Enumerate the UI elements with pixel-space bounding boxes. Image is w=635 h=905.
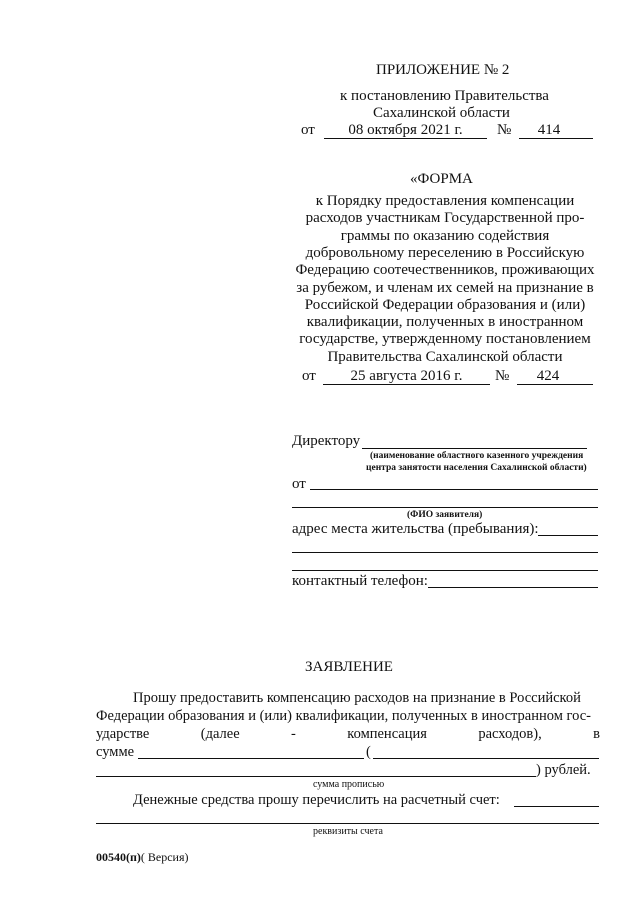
footer	[96, 850, 189, 864]
appendix-title: ПРИЛОЖЕНИЕ № 2	[376, 62, 510, 78]
director-label: Директору	[292, 433, 361, 449]
account-hint: реквизиты счета	[313, 826, 383, 837]
sum-hint: сумма прописью	[313, 779, 385, 790]
form-line: добровольному переселению в Российскую	[305, 244, 585, 261]
appendix-from-label: от	[301, 122, 315, 138]
account-field-line2[interactable]	[96, 823, 599, 824]
form-line: граммы по оказанию содействия	[340, 227, 550, 244]
appendix-ref-line1: к постановлению Правительства	[340, 88, 549, 104]
form-line: за рубежом, и членам их семей на признание в	[296, 279, 594, 296]
form-line: Правительства Сахалинской области	[327, 348, 563, 365]
sum-label: сумме	[96, 744, 135, 760]
form-line: Российской Федерации образования и (или)	[304, 296, 586, 313]
footer-code: 00540(п)	[96, 850, 141, 864]
address-field[interactable]	[538, 535, 598, 536]
line3-word: -	[291, 726, 296, 742]
line3-word: компенсация	[347, 726, 427, 742]
footer-version: ( Версия)	[140, 850, 189, 864]
appendix-date: 08 октября 2021 г.	[348, 122, 463, 138]
org-hint-line2: центра занятости населения Сахалинской области)	[366, 463, 587, 473]
account-field[interactable]	[514, 806, 599, 807]
address-label: адрес места жительства (пребывания):	[292, 521, 539, 537]
statement-para-line3	[96, 725, 600, 743]
director-field[interactable]	[362, 448, 587, 449]
form-number-label: №	[495, 368, 510, 384]
from-field[interactable]	[310, 489, 598, 490]
appendix-ref-line2: Сахалинской области	[373, 105, 510, 121]
line3-word: в	[593, 726, 600, 742]
form-line: квалификации, полученных в иностранном	[306, 314, 584, 331]
line3-word: (далее	[200, 726, 240, 742]
sum-words-field-line2[interactable]	[96, 776, 536, 777]
appendix-number-label: №	[497, 122, 512, 138]
sum-words-field[interactable]	[373, 758, 599, 759]
form-line: к Порядку предоставления компенсации	[315, 193, 575, 209]
address-field-line3[interactable]	[292, 570, 598, 571]
form-date: 25 августа 2016 г.	[350, 368, 463, 384]
fio-hint: (ФИО заявителя)	[407, 510, 483, 520]
phone-label: контактный телефон:	[292, 573, 428, 589]
rubles-label: ) рублей.	[536, 762, 591, 778]
sum-digits-field[interactable]	[138, 758, 364, 759]
form-from-label: от	[302, 368, 316, 384]
form-line: Федерацию соотечественников, проживающих	[295, 262, 595, 279]
form-line: государстве, утвержденному постановлением	[299, 331, 591, 348]
account-label: Денежные средства прошу перечислить на расчетный счет:	[133, 792, 500, 808]
org-hint-line1: (наименование областного казенного учреждения	[370, 451, 584, 461]
line3-word: расходов),	[478, 726, 542, 742]
from-label: от	[292, 476, 306, 492]
statement-title: ЗАЯВЛЕНИЕ	[305, 659, 393, 675]
statement-para-line1: Прошу предоставить компенсацию расходов на признание в Российской	[133, 690, 581, 706]
phone-field[interactable]	[428, 587, 598, 588]
sum-open-paren: (	[366, 744, 371, 760]
line3-word: ударстве	[96, 726, 150, 742]
fio-field-line2[interactable]	[292, 507, 598, 508]
form-line: расходов участникам Государственной про-	[305, 210, 585, 227]
appendix-number: 414	[537, 122, 561, 138]
address-field-line2[interactable]	[292, 552, 598, 553]
form-title: «ФОРМА	[410, 171, 473, 187]
statement-para-line2: Федерации образования и (или) квалификации, полученных в иностранном гос-	[96, 708, 592, 724]
form-number: 424	[536, 368, 560, 384]
